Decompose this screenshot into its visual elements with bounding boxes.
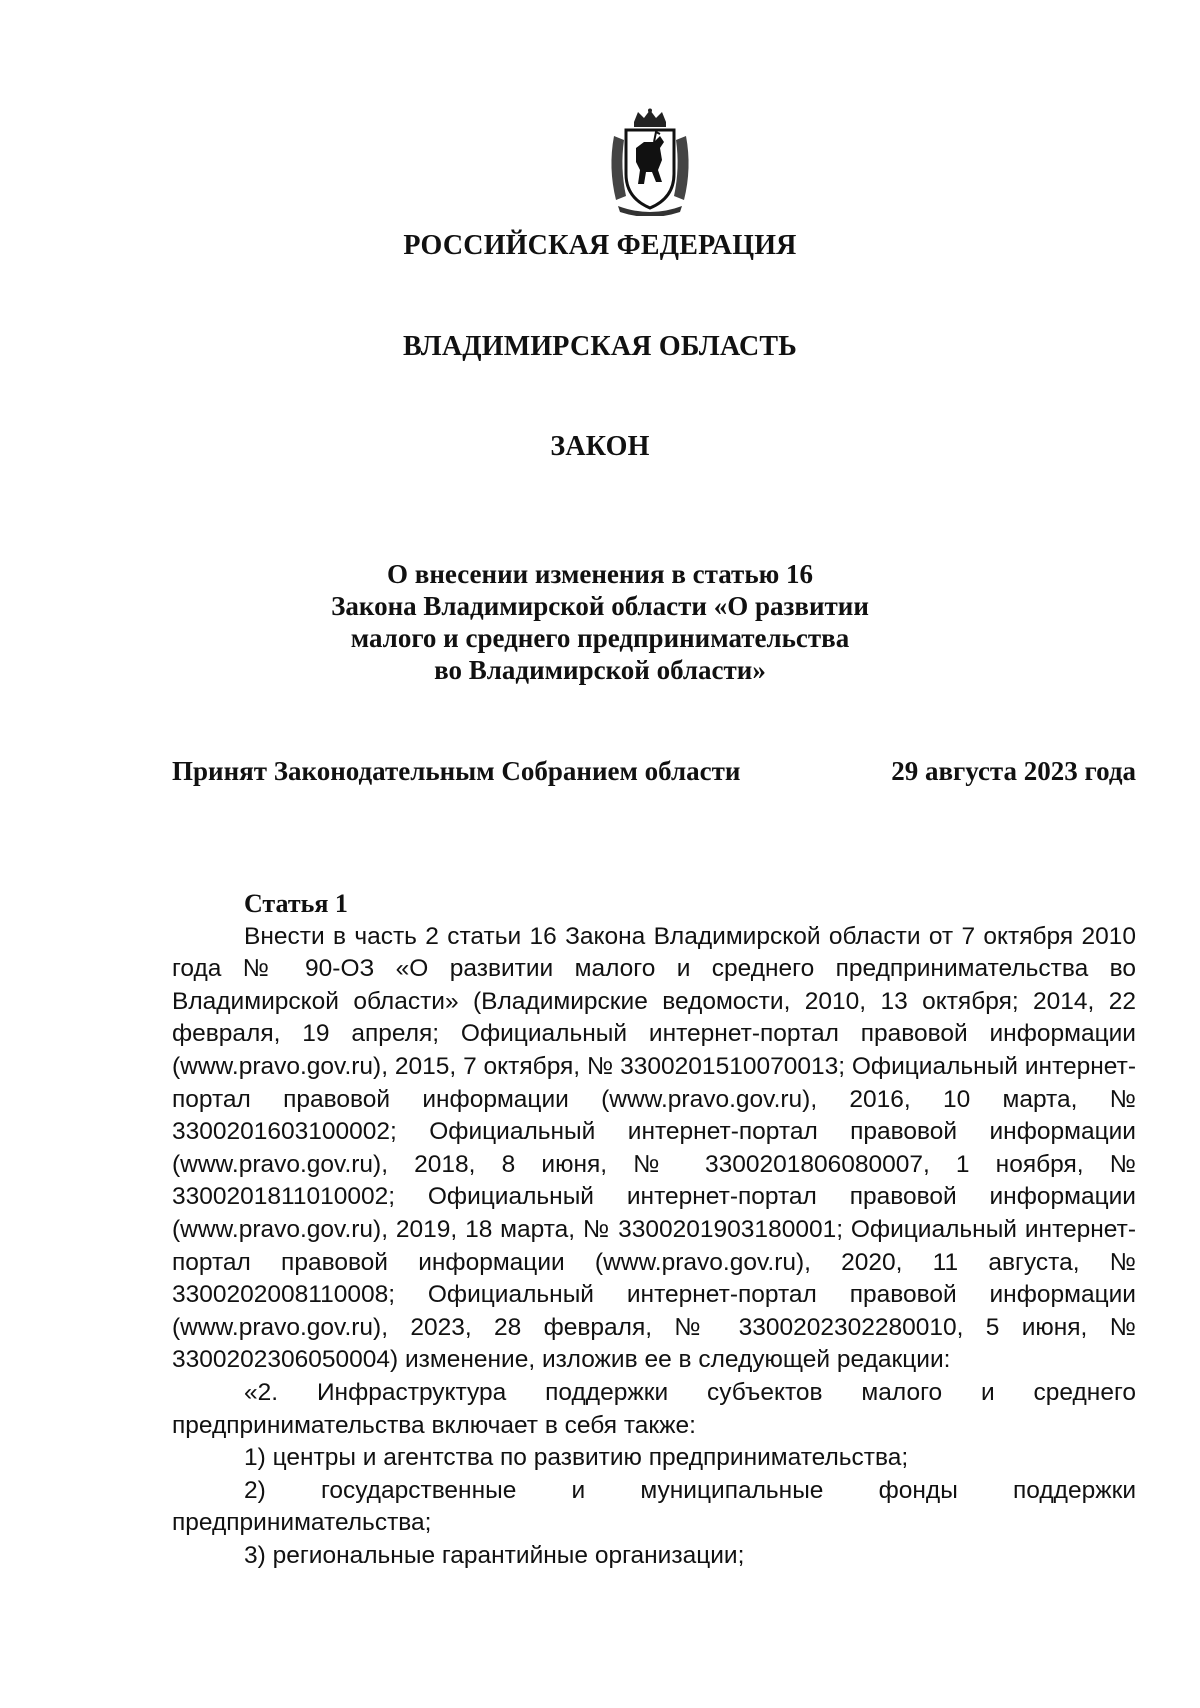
new-text-intro-paragraph: «2. Инфраструктура поддержки субъектов малого и среднего предпринимательства включает в себя также: — [172, 1378, 1136, 1439]
list-item: 3) региональные гарантийные организации; — [244, 1541, 745, 1569]
article-intro-paragraph: Внести в часть 2 статьи 16 Закона Владимирской области от 7 октября 2010 года № 90-ОЗ «О развитии малого и среднего предпринимательства во Владимирской области» (Владимирские ведомости, 2010, 13 октября; 2014, 22 февраля, 19 апреля; Официальный интернет-портал правовой информации (www.pravo.gov.ru), 2015, 7 октября, № 3300201510070013; Официальный интернет-портал правовой информации (www.pravo.gov.ru), 2016, 10 марта, № 3300201603100002; Официальный интернет-портал правовой информации (www.pravo.gov.ru), 2018, 8 июня, № 3300201806080007, 1 ноября, № 3300201811010002; Официальный интернет-портал правовой информации (www.pravo.gov.ru), 2019, 18 марта, № 3300201903180001; Официальный интернет-портал правовой информации (www.pravo.gov.ru), 2020, 11 августа, № 3300202008110008; Официальный интернет-портал правовой информации (www.pravo.gov.ru), 2023, 28 февраля, № 3300202302280010, 5 июня, № 3300202306050004) изменение, изложив ее в следующей редакции: — [172, 922, 1136, 1374]
article-heading: Статья 1 — [244, 889, 348, 918]
list-item: 2) государственные и муниципальные фонды поддержки предпринимательства; — [172, 1476, 1136, 1537]
coat-of-arms-icon — [604, 108, 696, 216]
adoption-date: 29 августа 2023 года — [891, 756, 1136, 786]
adopted-by: Принят Законодательным Собранием области — [172, 756, 741, 786]
federation-heading: РОССИЙСКАЯ ФЕДЕРАЦИЯ — [403, 230, 797, 261]
law-title — [0, 558, 1200, 686]
law-title-line: во Владимирской области» — [434, 655, 766, 685]
law-title-line: Закона Владимирской области «О развитии — [331, 591, 869, 621]
article-body — [172, 888, 1136, 1572]
document-type-heading: ЗАКОН — [550, 431, 650, 462]
law-title-line: малого и среднего предпринимательства — [350, 623, 850, 653]
list-item: 1) центры и агентства по развитию предпринимательства; — [244, 1444, 909, 1472]
adoption-line — [172, 756, 1136, 787]
region-heading: ВЛАДИМИРСКАЯ ОБЛАСТЬ — [402, 331, 798, 362]
law-title-line: О внесении изменения в статью 16 — [387, 559, 813, 589]
